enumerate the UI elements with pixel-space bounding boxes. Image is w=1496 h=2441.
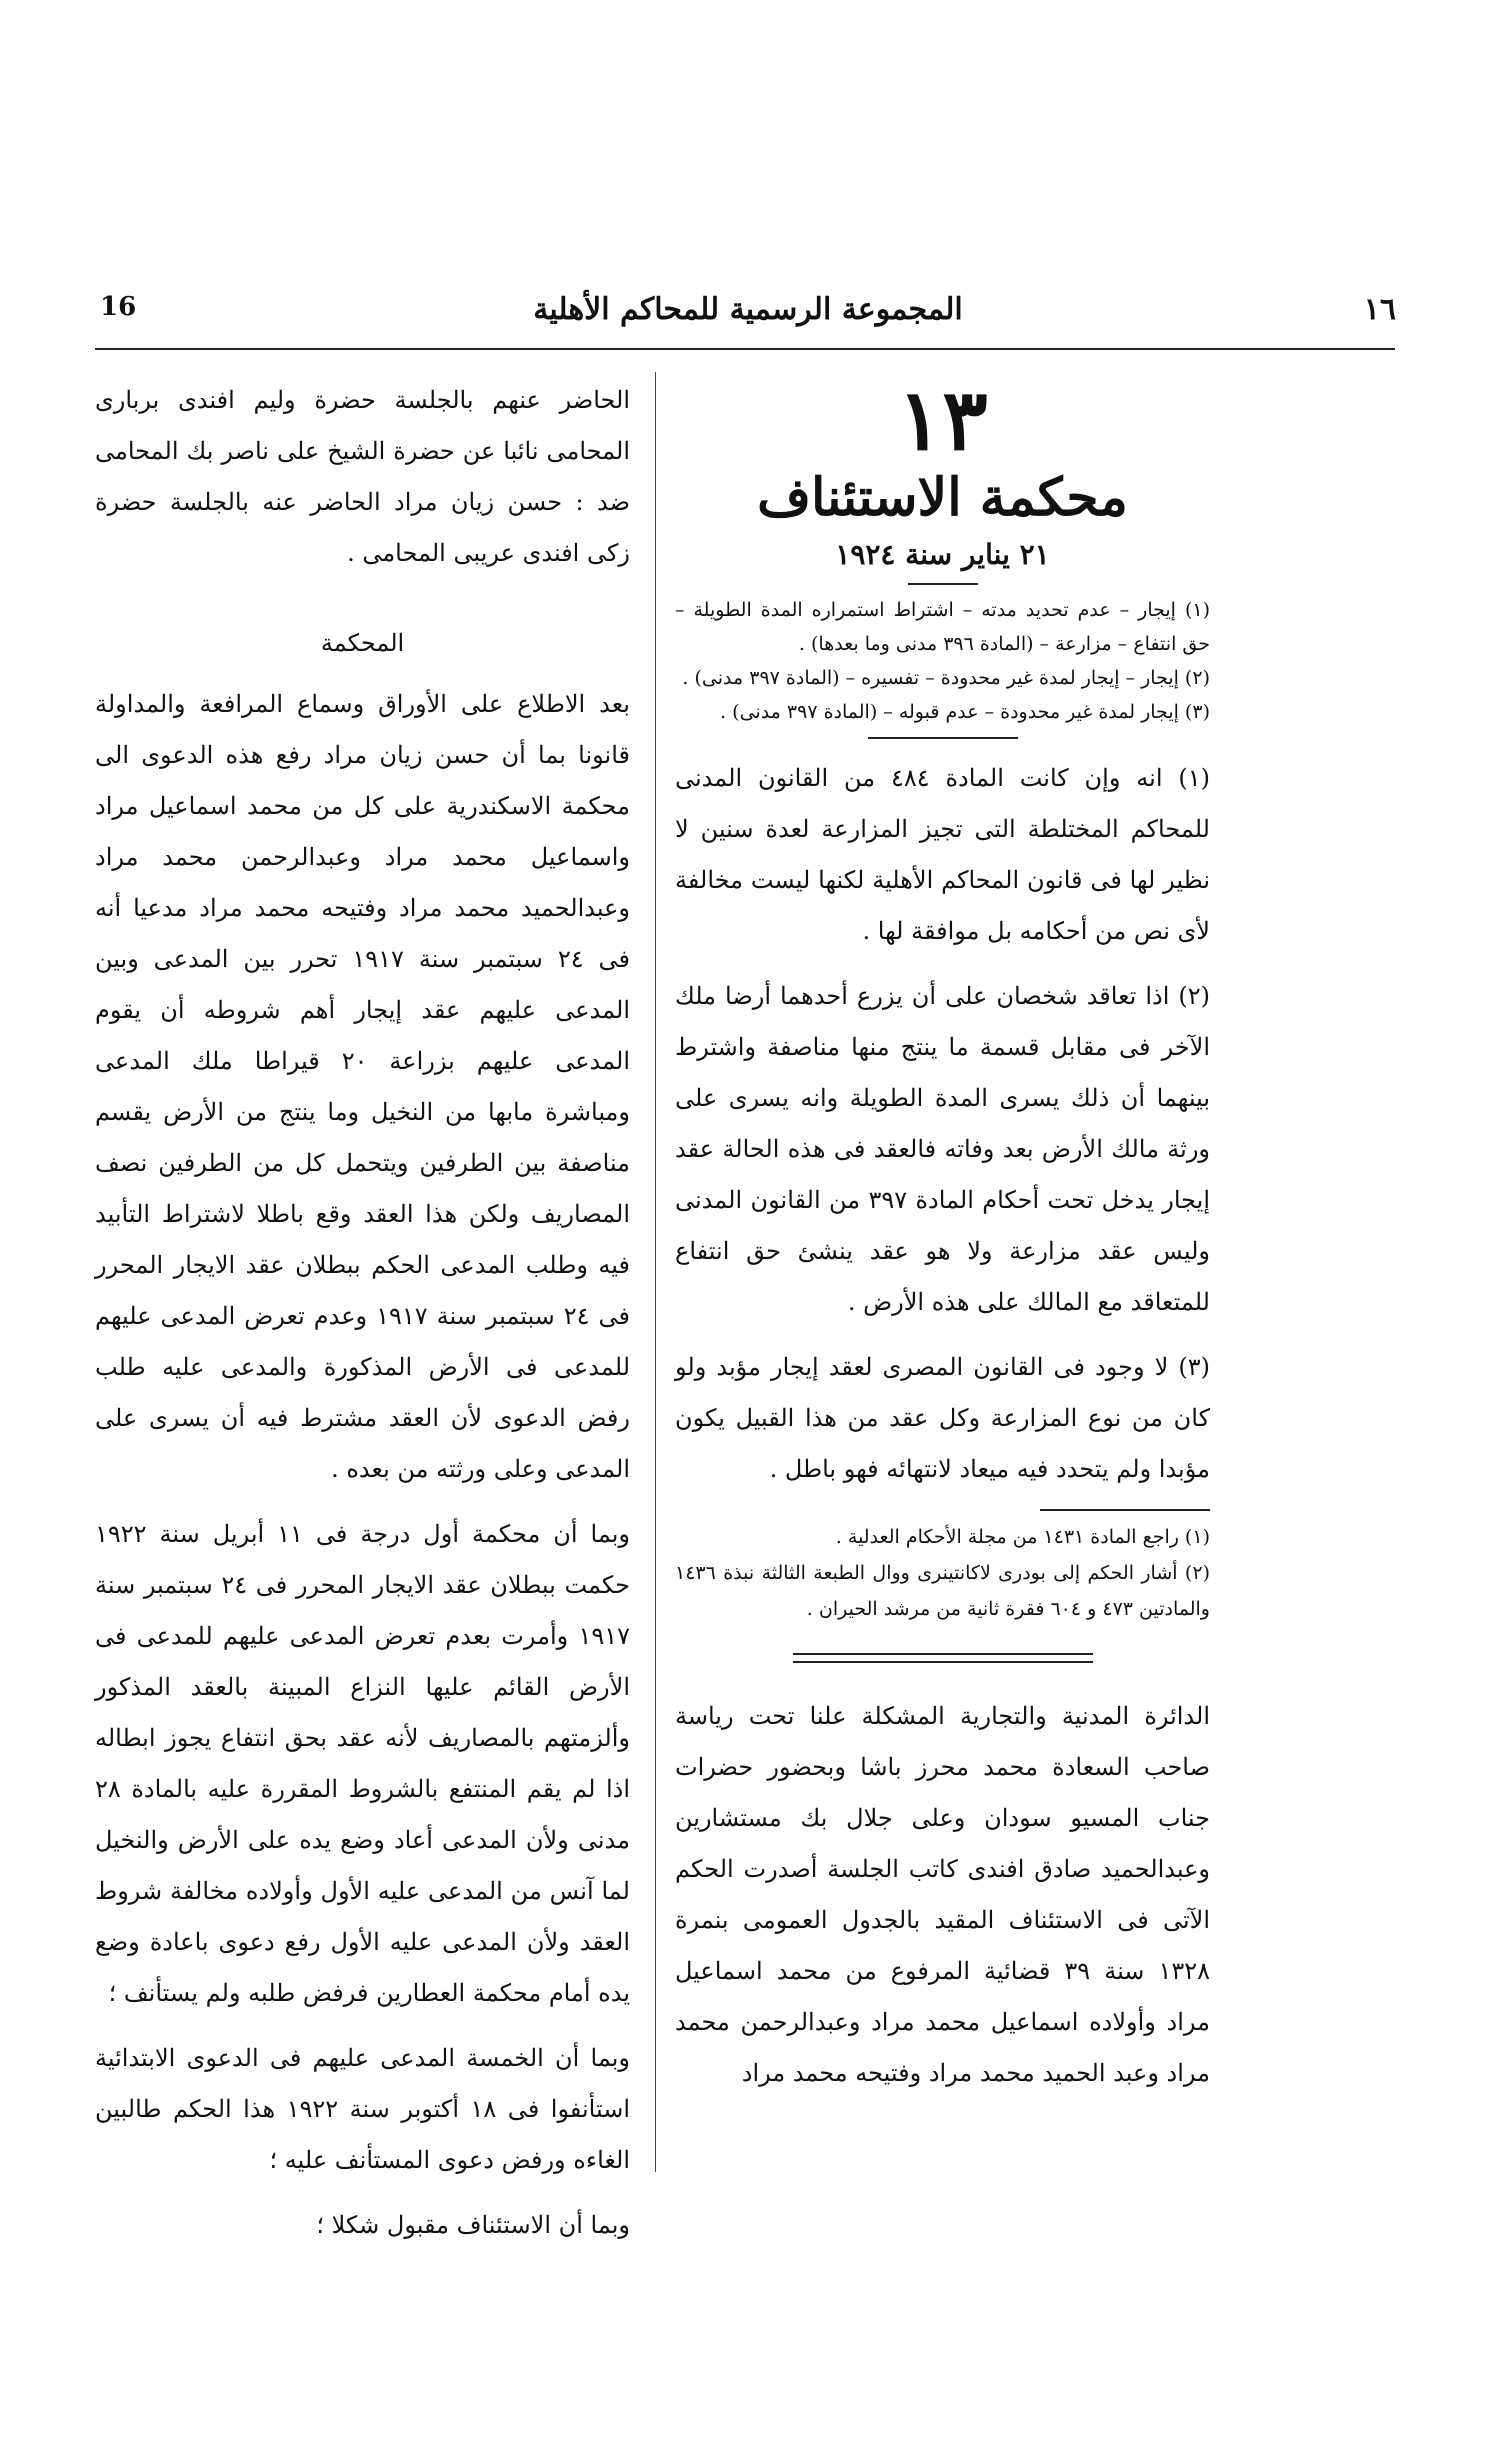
headnote: (٣) إيجار لمدة غير محدودة – عدم قبوله – (المادة ٣٩٧ مدنى) . [720, 701, 1210, 723]
double-rule [793, 1653, 1093, 1663]
principle-paragraph: (٣) لا وجود فى القانون المصرى لعقد إيجار مؤبد ولو كان من نوع المزارعة وكل عقد من هذا القبيل يكون مؤبدا ولم يتحدد فيه ميعاد لانتهائه فهو باطل . [675, 1353, 1211, 1483]
footnote-rule [1040, 1509, 1210, 1511]
page-number-latin: 16 [100, 292, 137, 322]
running-title: المجموعة الرسمية للمحاكم الأهلية [533, 292, 963, 327]
body-paragraph: وبما أن محكمة أول درجة فى ١١ أبريل سنة ١٩٢٢ حكمت ببطلان عقد الايجار المحرر فى ٢٤ سبتمبر سنة ١٩١٧ وأمرت بعدم تعرض المدعى عليهم للمدعى فى الأرض القائم عليها النزاع المبينة بالعقد المذكور وألزمتهم بالمصاريف لأنه عقد بحق انتفاع يجوز ابطاله اذا لم يقم المنتفع بالشروط المقررة عليه بالمادة ٢٨ مدنى ولأن المدعى أعاد وضع يده على الأرض والنخيل لما آنس من المدعى عليه الأول وأولاده مخالفة شروط العقد ولأن المدعى عليه الأول رفع دعوى باعادة وضع يده أمام محكمة العطارين فرفض طلبه ولم يستأنف ؛ [95, 1520, 630, 2007]
court-name: محكمة الاستئناف [757, 467, 1128, 528]
headnote: (٢) إيجار – إيجار لمدة غير محدودة – تفسيره – (المادة ٣٩٧ مدنى) . [682, 667, 1210, 689]
section-title: المحكمة [320, 629, 405, 657]
header-rule [95, 348, 1395, 350]
body-paragraph: وبما أن الخمسة المدعى عليهم فى الدعوى الابتدائية استأنفوا فى ١٨ أكتوبر سنة ١٩٢٢ هذا الحكم طالبين الغاءه ورفض دعوى المستأنف عليه ؛ [95, 2044, 630, 2174]
judgment-date: ٢١ يناير سنة ١٩٢٤ [835, 538, 1050, 571]
page-number-arabic: ١٦ [1363, 292, 1396, 327]
body-paragraph: وبما أن الاستئناف مقبول شكلا ؛ [316, 2211, 630, 2239]
column-divider [655, 372, 656, 2172]
court-intro-paragraph: الدائرة المدنية والتجارية المشكلة علنا تحت رياسة صاحب السعادة محمد محرز باشا وبحضور حضرات جناب المسيو سودان وعلى جلال بك مستشارين وعبدالحميد صادق افندى كاتب الجلسة أصدرت الحكم الآتى فى الاستئناف المقيد بالجدول العمومى بنمرة ١٣٢٨ سنة ٣٩ قضائية المرفوع من محمد اسماعيل مراد وأولاده اسماعيل محمد مراد وعبدالرحمن محمد مراد وعبد الحميد محمد مراد وفتيحه محمد مراد [675, 1702, 1210, 2087]
principle-paragraph: (٢) اذا تعاقد شخصان على أن يزرع أحدهما أرضا ملك الآخر فى مقابل قسمة ما ينتج منها مناصفة واشترط بينهما أن ذلك يسرى المدة الطويلة وانه يسرى على ورثة مالك الأرض بعد وفاته فالعقد فى هذه الحالة عقد إيجار يدخل تحت أحكام المادة ٣٩٧ من القانون المدنى وليس عقد مزارعة ولا هو عقد ينشئ حق انتفاع للمتعاقد مع المالك على هذه الأرض . [675, 982, 1210, 1316]
footnote: (١) راجع المادة ١٤٣١ من مجلة الأحكام العدلية . [835, 1526, 1210, 1548]
page-header [95, 292, 1401, 342]
section-rule [868, 737, 1018, 739]
principle-paragraph: (١) انه وإن كانت المادة ٤٨٤ من القانون المدنى للمحاكم المختلطة التى تجيز المزارعة لعدة سنين لا نظير لها فى قانون المحاكم الأهلية لكنها ليست مخالفة لأى نص من أحكامه بل موافقة لها . [675, 764, 1210, 945]
body-paragraph: بعد الاطلاع على الأوراق وسماع المرافعة والمداولة قانونا بما أن حسن زيان مراد رفع هذه الدعوى الى محكمة الاسكندرية على كل من محمد اسماعيل مراد واسماعيل محمد مراد وعبدالرحمن محمد مراد وعبدالحميد محمد مراد وفتيحه محمد مراد مدعيا أنه فى ٢٤ سبتمبر سنة ١٩١٧ تحرر بين المدعى وبين المدعى عليهم عقد إيجار أهم شروطه أن يقوم المدعى عليهم بزراعة ٢٠ قيراطا ملك المدعى ومباشرة مابها من النخيل وما ينتج من الأرض يقسم مناصفة بين الطرفين ويتحمل كل من الطرفين نصف المصاريف ولكن هذا العقد وقع باطلا لاشتراط التأبيد فيه وطلب المدعى الحكم ببطلان عقد الايجار المحرر فى ٢٤ سبتمبر سنة ١٩١٧ وعدم تعرض المدعى عليهم للمدعى فى الأرض المذكورة والمدعى عليه طلب رفض الدعوى لأن العقد مشترط فيه أن يسرى على المدعى وعلى ورثته من بعده . [95, 690, 631, 1483]
footnote: (٢) أشار الحكم إلى بودرى لاكانتينرى ووال الطبعة الثالثة نبذة ١٤٣٦ والمادتين ٤٧٣ و ٦٠٤ فقرة ثانية من مرشد الحيران . [675, 1562, 1210, 1620]
case-number: ١٣ [897, 370, 988, 469]
left-column [95, 375, 630, 2265]
right-column [675, 370, 1211, 2113]
short-rule [908, 583, 978, 585]
headnote: (١) إيجار – عدم تحديد مدته – اشتراط استمراره المدة الطويلة – حق انتفاع – مزارعة – (المادة ٣٩٦ مدنى وما بعدها) . [675, 599, 1210, 655]
parties-paragraph: الحاضر عنهم بالجلسة حضرة وليم افندى بربارى المحامى نائبا عن حضرة الشيخ على ناصر بك المحامى ضد : حسن زيان مراد الحاضر عنه بالجلسة حضرة زكى افندى عريبى المحامى . [95, 386, 630, 567]
